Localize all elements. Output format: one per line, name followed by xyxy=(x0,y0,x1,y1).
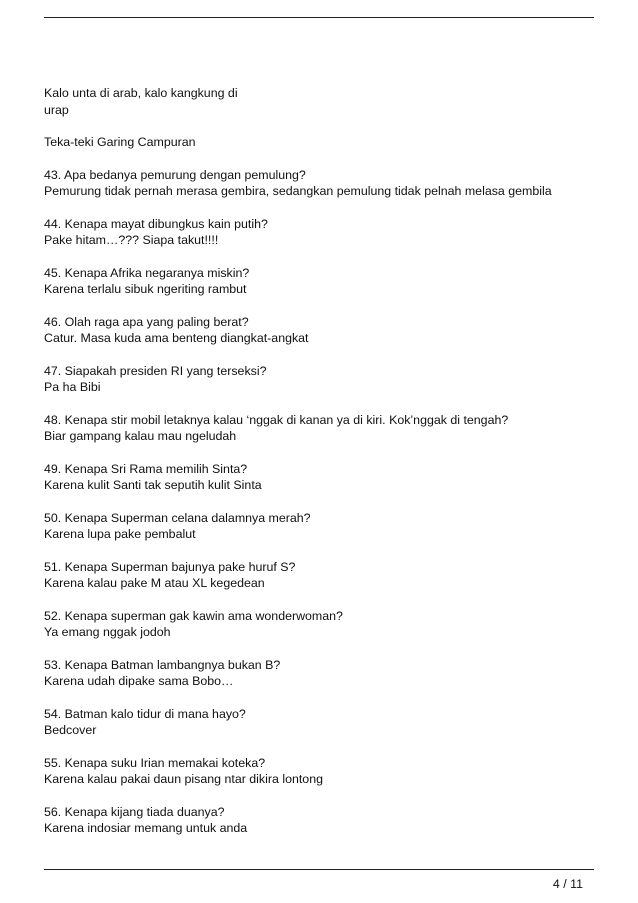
qa-item xyxy=(44,706,604,739)
answer: Karena udah dipake sama Bobo… xyxy=(44,674,234,688)
qa-item xyxy=(44,657,604,690)
answer: Karena terlalu sibuk ngeriting rambut xyxy=(44,282,247,296)
qa-item xyxy=(44,755,604,788)
section-title: Teka-teki Garing Campuran xyxy=(44,135,196,149)
answer: Pa ha Bibi xyxy=(44,380,101,394)
answer: Karena indosiar memang untuk anda xyxy=(44,821,248,835)
header-rule xyxy=(44,17,594,18)
qa-item xyxy=(44,265,604,298)
answer: Karena lupa pake pembalut xyxy=(44,527,196,541)
qa-item xyxy=(44,167,604,200)
page-number: 4 / 11 xyxy=(552,877,583,891)
footer-rule xyxy=(44,869,594,870)
question: 56. Kenapa kijang tiada duanya? xyxy=(44,804,225,819)
answer: Karena kalau pakai daun pisang ntar dikira lontong xyxy=(44,772,323,786)
question: 55. Kenapa suku Irian memakai koteka? xyxy=(44,755,266,770)
qa-item xyxy=(44,363,604,396)
answer: Karena kalau pake M atau XL kegedean xyxy=(44,576,265,590)
question: 54. Batman kalo tidur di mana hayo? xyxy=(44,706,246,721)
qa-item xyxy=(44,314,604,347)
answer: Biar gampang kalau mau ngeludah xyxy=(44,429,237,443)
question: 52. Kenapa superman gak kawin ama wonderwoman? xyxy=(44,608,343,623)
question: 50. Kenapa Superman celana dalamnya merah? xyxy=(44,510,311,525)
question: 46. Olah raga apa yang paling berat? xyxy=(44,314,249,329)
answer: Catur. Masa kuda ama benteng diangkat-angkat xyxy=(44,331,309,345)
intro-paragraph xyxy=(44,85,264,118)
question: 47. Siapakah presiden RI yang terseksi? xyxy=(44,363,267,378)
question: 48. Kenapa stir mobil letaknya kalau ‘nggak di kanan ya di kiri. Kok’nggak di tengah? xyxy=(44,412,509,427)
answer: Pake hitam…??? Siapa takut!!!! xyxy=(44,233,219,247)
qa-item xyxy=(44,608,604,641)
page-content xyxy=(44,85,604,853)
qa-item xyxy=(44,412,604,445)
intro-line: Kalo unta di arab, kalo kangkung di xyxy=(44,86,238,100)
question: 45. Kenapa Afrika negaranya miskin? xyxy=(44,265,250,280)
qa-item xyxy=(44,461,604,494)
answer: Ya emang nggak jodoh xyxy=(44,625,171,639)
answer: Bedcover xyxy=(44,723,97,737)
question: 44. Kenapa mayat dibungkus kain putih? xyxy=(44,216,268,231)
question: 49. Kenapa Sri Rama memilih Sinta? xyxy=(44,461,248,476)
question: 53. Kenapa Batman lambangnya bukan B? xyxy=(44,657,281,672)
qa-item xyxy=(44,559,604,592)
answer: Pemurung tidak pernah merasa gembira, sedangkan pemulung tidak pelnah melasa gembila xyxy=(44,184,552,198)
answer: Karena kulit Santi tak seputih kulit Sinta xyxy=(44,478,262,492)
question: 43. Apa bedanya pemurung dengan pemulung? xyxy=(44,167,306,182)
qa-item xyxy=(44,510,604,543)
question: 51. Kenapa Superman bajunya pake huruf S? xyxy=(44,559,296,574)
qa-item xyxy=(44,804,604,837)
qa-item xyxy=(44,216,604,249)
intro-line: urap xyxy=(44,102,69,117)
